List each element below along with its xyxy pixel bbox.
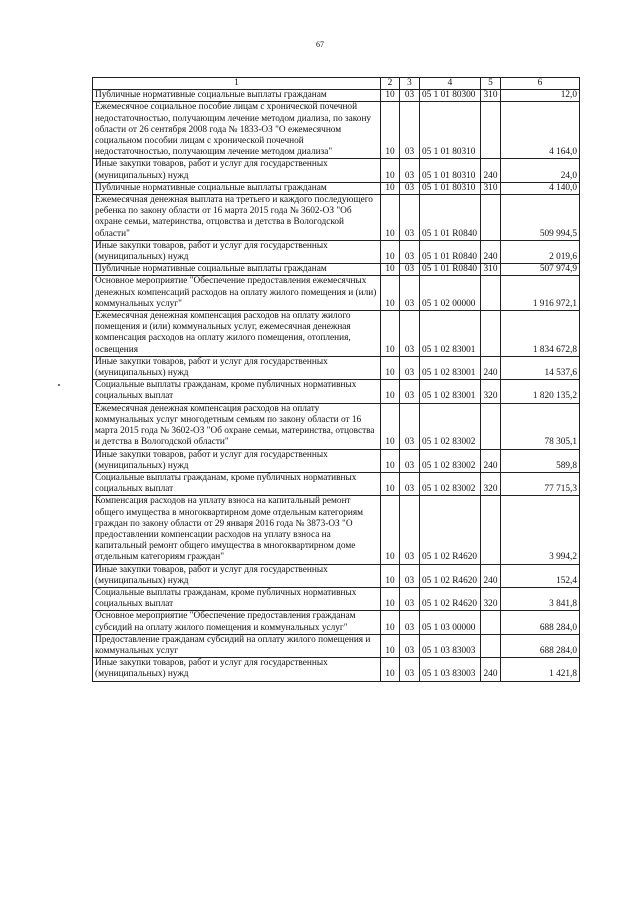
column-header: 4	[420, 78, 481, 90]
row-name-cell: Предоставление гражданам субсидий на оплату жилого помещения и коммунальных услуг	[93, 634, 381, 657]
table-row	[93, 311, 580, 357]
row-name-cell: Публичные нормативные социальные выплаты гражданам	[93, 90, 381, 102]
subsection-code-cell: 03	[400, 195, 420, 241]
expense-type-cell	[481, 496, 501, 564]
target-article-cell: 05 1 01 R0840	[420, 240, 481, 263]
table-header-row	[93, 78, 580, 90]
amount-cell: 2 019,6	[501, 240, 580, 263]
expense-type-cell	[481, 611, 501, 634]
amount-cell: 152,4	[501, 564, 580, 587]
target-article-cell: 05 1 02 00000	[420, 276, 481, 311]
section-code-cell: 10	[381, 380, 400, 403]
target-article-cell: 05 1 01 80310	[420, 182, 481, 194]
row-name-cell: Социальные выплаты гражданам, кроме публичных нормативных социальных выплат	[93, 380, 381, 403]
section-code-cell: 10	[381, 264, 400, 276]
target-article-cell: 05 1 02 83002	[420, 449, 481, 472]
section-code-cell: 10	[381, 449, 400, 472]
subsection-code-cell: 03	[400, 449, 420, 472]
amount-cell: 507 974,9	[501, 264, 580, 276]
amount-cell: 1 421,8	[501, 658, 580, 681]
row-name-cell: Иные закупки товаров, работ и услуг для государственных (муниципальных) нужд	[93, 159, 381, 182]
row-name-cell: Социальные выплаты гражданам, кроме публичных нормативных социальных выплат	[93, 472, 381, 495]
subsection-code-cell: 03	[400, 564, 420, 587]
target-article-cell: 05 1 03 83003	[420, 658, 481, 681]
table-row	[93, 403, 580, 449]
target-article-cell: 05 1 01 R0840	[420, 264, 481, 276]
section-code-cell: 10	[381, 611, 400, 634]
subsection-code-cell: 03	[400, 356, 420, 379]
subsection-code-cell: 03	[400, 240, 420, 263]
table-row	[93, 658, 580, 681]
amount-cell: 24,0	[501, 159, 580, 182]
amount-cell: 78 305,1	[501, 403, 580, 449]
table-row	[93, 276, 580, 311]
subsection-code-cell: 03	[400, 634, 420, 657]
table-row	[93, 159, 580, 182]
expense-type-cell	[481, 311, 501, 357]
expense-type-cell: 310	[481, 182, 501, 194]
section-code-cell: 10	[381, 311, 400, 357]
amount-cell: 688 284,0	[501, 611, 580, 634]
expense-type-cell	[481, 102, 501, 159]
target-article-cell: 05 1 03 83003	[420, 634, 481, 657]
amount-cell: 509 994,5	[501, 195, 580, 241]
amount-cell: 14 537,6	[501, 356, 580, 379]
row-name-cell: Иные закупки товаров, работ и услуг для государственных (муниципальных) нужд	[93, 356, 381, 379]
target-article-cell: 05 1 02 83001	[420, 311, 481, 357]
target-article-cell: 05 1 01 80300	[420, 90, 481, 102]
table-row	[93, 90, 580, 102]
target-article-cell: 05 1 02 R4620	[420, 587, 481, 610]
section-code-cell: 10	[381, 182, 400, 194]
amount-cell: 3 841,8	[501, 587, 580, 610]
expense-type-cell: 240	[481, 658, 501, 681]
target-article-cell: 05 1 01 80310	[420, 159, 481, 182]
amount-cell: 688 284,0	[501, 634, 580, 657]
section-code-cell: 10	[381, 90, 400, 102]
expense-type-cell: 240	[481, 564, 501, 587]
target-article-cell: 05 1 02 R4620	[420, 564, 481, 587]
section-code-cell: 10	[381, 356, 400, 379]
amount-cell: 4 164,0	[501, 102, 580, 159]
table-row	[93, 564, 580, 587]
target-article-cell: 05 1 01 R0840	[420, 195, 481, 241]
subsection-code-cell: 03	[400, 276, 420, 311]
expense-type-cell: 310	[481, 264, 501, 276]
table-row	[93, 264, 580, 276]
row-name-cell: Иные закупки товаров, работ и услуг для государственных (муниципальных) нужд	[93, 449, 381, 472]
expense-type-cell: 240	[481, 159, 501, 182]
table-body	[93, 90, 580, 681]
amount-cell: 1 834 672,8	[501, 311, 580, 357]
section-code-cell: 10	[381, 496, 400, 564]
subsection-code-cell: 03	[400, 159, 420, 182]
column-header: 2	[381, 78, 400, 90]
section-code-cell: 10	[381, 102, 400, 159]
section-code-cell: 10	[381, 403, 400, 449]
expense-type-cell	[481, 634, 501, 657]
amount-cell: 589,8	[501, 449, 580, 472]
row-name-cell: Публичные нормативные социальные выплаты гражданам	[93, 182, 381, 194]
section-code-cell: 10	[381, 159, 400, 182]
subsection-code-cell: 03	[400, 311, 420, 357]
amount-cell: 1 820 135,2	[501, 380, 580, 403]
row-name-cell: Основное мероприятие "Обеспечение предоставления гражданам субсидий на оплату жилого помещения и коммунальных услуг"	[93, 611, 381, 634]
target-article-cell: 05 1 02 83001	[420, 356, 481, 379]
subsection-code-cell: 03	[400, 102, 420, 159]
table-row	[93, 496, 580, 564]
subsection-code-cell: 03	[400, 472, 420, 495]
row-name-cell: Ежемесячная денежная компенсация расходов на оплату жилого помещения и (или) коммунальных услуг, ежемесячная денежная компенсация расходов на оплату жилого помещения, отопления, освещения	[93, 311, 381, 357]
expense-type-cell: 320	[481, 587, 501, 610]
section-code-cell: 10	[381, 240, 400, 263]
section-code-cell: 10	[381, 634, 400, 657]
row-name-cell: Социальные выплаты гражданам, кроме публичных нормативных социальных выплат	[93, 587, 381, 610]
section-code-cell: 10	[381, 658, 400, 681]
subsection-code-cell: 03	[400, 496, 420, 564]
row-name-cell: Иные закупки товаров, работ и услуг для государственных (муниципальных) нужд	[93, 564, 381, 587]
budget-table	[92, 77, 580, 682]
subsection-code-cell: 03	[400, 658, 420, 681]
expense-type-cell: 240	[481, 356, 501, 379]
expense-type-cell	[481, 403, 501, 449]
subsection-code-cell: 03	[400, 587, 420, 610]
subsection-code-cell: 03	[400, 611, 420, 634]
expense-type-cell: 240	[481, 240, 501, 263]
column-header: 1	[93, 78, 381, 90]
row-name-cell: Публичные нормативные социальные выплаты гражданам	[93, 264, 381, 276]
target-article-cell: 05 1 02 83001	[420, 380, 481, 403]
row-name-cell: Ежемесячная денежная выплата на третьего и каждого последующего ребенка по закону области от 16 марта 2015 года № 3602-ОЗ "Об охране семьи, материнства, отцовства и детства в Вологодской области"	[93, 195, 381, 241]
table-row	[93, 356, 580, 379]
section-code-cell: 10	[381, 195, 400, 241]
subsection-code-cell: 03	[400, 380, 420, 403]
target-article-cell: 05 1 03 00000	[420, 611, 481, 634]
table-row	[93, 449, 580, 472]
expense-type-cell: 320	[481, 472, 501, 495]
expense-type-cell	[481, 195, 501, 241]
expense-type-cell: 240	[481, 449, 501, 472]
section-code-cell: 10	[381, 587, 400, 610]
margin-mark	[58, 384, 60, 386]
table-row	[93, 102, 580, 159]
amount-cell: 3 994,2	[501, 496, 580, 564]
row-name-cell: Компенсация расходов на уплату взноса на капитальный ремонт общего имущества в многоквартирном доме отдельным категориям граждан по закону области от 29 января 2016 года № 3873-ОЗ "О предоставлении компенсации расходов на уплату взноса на капитальный ремонт общего имущества в многоквартирном доме отдельным категориям граждан"	[93, 496, 381, 564]
table-row	[93, 587, 580, 610]
table-row	[93, 182, 580, 194]
row-name-cell: Основное мероприятие "Обеспечение предоставления ежемесячных денежных компенсаций расходов на оплату жилого помещения и (или) коммунальных услуг"	[93, 276, 381, 311]
row-name-cell: Иные закупки товаров, работ и услуг для государственных (муниципальных) нужд	[93, 658, 381, 681]
expense-type-cell	[481, 276, 501, 311]
target-article-cell: 05 1 02 83002	[420, 403, 481, 449]
row-name-cell: Иные закупки товаров, работ и услуг для государственных (муниципальных) нужд	[93, 240, 381, 263]
section-code-cell: 10	[381, 564, 400, 587]
subsection-code-cell: 03	[400, 403, 420, 449]
table-row	[93, 240, 580, 263]
row-name-cell: Ежемесячное социальное пособие лицам с хронической почечной недостаточностью, получающим лечение методом диализа, по закону области от 26 сентября 2008 года № 1833-ОЗ "О ежемесячном социальном пособии лицам с хронической почечной недостаточностью, получающим лечение методом диализа"	[93, 102, 381, 159]
subsection-code-cell: 03	[400, 264, 420, 276]
target-article-cell: 05 1 02 R4620	[420, 496, 481, 564]
section-code-cell: 10	[381, 276, 400, 311]
target-article-cell: 05 1 01 80310	[420, 102, 481, 159]
amount-cell: 1 916 972,1	[501, 276, 580, 311]
column-header: 6	[501, 78, 580, 90]
table-row	[93, 634, 580, 657]
amount-cell: 77 715,3	[501, 472, 580, 495]
table-row	[93, 472, 580, 495]
amount-cell: 12,0	[501, 90, 580, 102]
expense-type-cell: 310	[481, 90, 501, 102]
subsection-code-cell: 03	[400, 182, 420, 194]
target-article-cell: 05 1 02 83002	[420, 472, 481, 495]
section-code-cell: 10	[381, 472, 400, 495]
table-row	[93, 611, 580, 634]
column-header: 3	[400, 78, 420, 90]
table-row	[93, 195, 580, 241]
page-number: 67	[316, 40, 324, 49]
table-row	[93, 380, 580, 403]
row-name-cell: Ежемесячная денежная компенсация расходов на оплату коммунальных услуг многодетным семьям по закону области от 16 марта 2015 года № 3602-ОЗ "Об охране семьи, материнства, отцовства и детства в Вологодской области"	[93, 403, 381, 449]
column-header: 5	[481, 78, 501, 90]
expense-type-cell: 320	[481, 380, 501, 403]
amount-cell: 4 140,0	[501, 182, 580, 194]
subsection-code-cell: 03	[400, 90, 420, 102]
